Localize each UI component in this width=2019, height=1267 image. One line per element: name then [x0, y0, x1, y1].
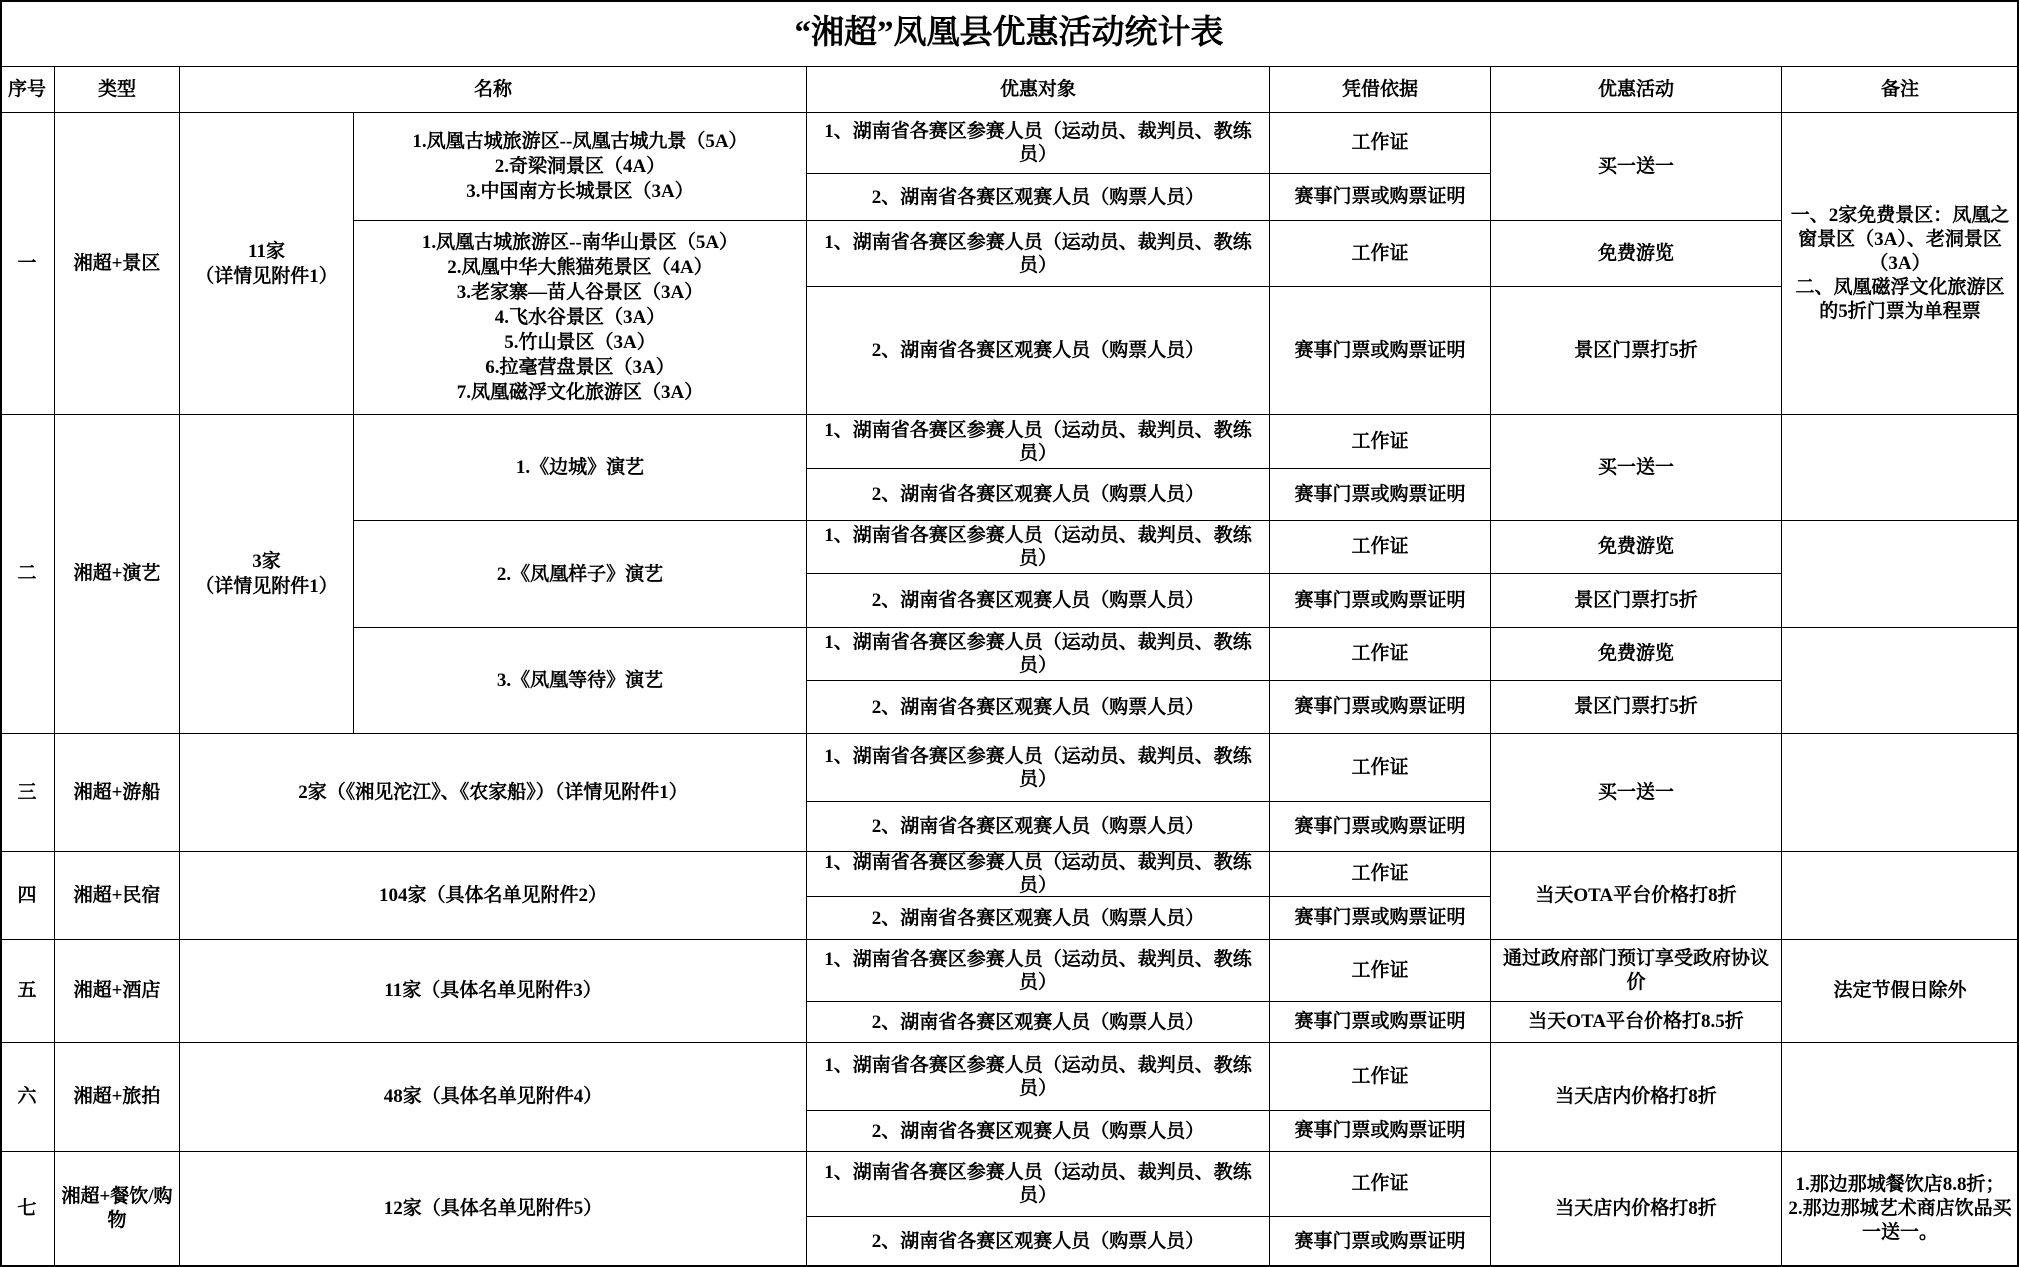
page-title: “湘超”凤凰县优惠活动统计表 [0, 0, 2019, 67]
row-5-type: 湘超+酒店 [55, 940, 180, 1043]
row-1-basis-2: 赛事门票或购票证明 [1270, 174, 1491, 221]
name-line: 2.凤凰中华大熊猫苑景区（4A） [447, 257, 713, 278]
name-line: 2.奇梁洞景区（4A） [494, 156, 666, 177]
remark-line: 二、凤凰磁浮文化旅游区的5折门票为单程票 [1795, 276, 2005, 322]
row-2-offer-2: 免费游览 [1491, 521, 1782, 574]
row-6-target-1: 1、湖南省各赛区参赛人员（运动员、裁判员、教练员） [807, 1043, 1270, 1111]
row-2-basis-4: 赛事门票或购票证明 [1270, 574, 1491, 628]
row-7-basis-2: 赛事门票或购票证明 [1270, 1217, 1491, 1267]
count-line: （详情见附件1） [195, 576, 338, 597]
row-5-offer-2: 当天OTA平台价格打8.5折 [1491, 1002, 1782, 1043]
row-2-basis-5: 工作证 [1270, 628, 1491, 681]
row-2-count [180, 415, 354, 734]
row-2-target-5: 1、湖南省各赛区参赛人员（运动员、裁判员、教练员） [807, 628, 1270, 681]
row-2-target-4: 2、湖南省各赛区观赛人员（购票人员） [807, 574, 1270, 628]
header-index: 序号 [0, 67, 55, 113]
remark-line: 1.那边那城餐饮店8.8折； [1795, 1174, 2005, 1195]
row-5-basis-2: 赛事门票或购票证明 [1270, 1002, 1491, 1043]
row-2-basis-1: 工作证 [1270, 415, 1491, 469]
row-5-name: 11家（具体名单见附件3） [180, 940, 807, 1043]
row-4-target-1: 1、湖南省各赛区参赛人员（运动员、裁判员、教练员） [807, 852, 1270, 897]
row-2-basis-6: 赛事门票或购票证明 [1270, 681, 1491, 734]
row-1-offer-1: 买一送一 [1491, 113, 1782, 221]
row-1-name-group-1 [354, 113, 807, 221]
row-2-basis-3: 工作证 [1270, 521, 1491, 574]
header-remark: 备注 [1782, 67, 2019, 113]
row-4-target-2: 2、湖南省各赛区观赛人员（购票人员） [807, 897, 1270, 940]
row-6-type: 湘超+旅拍 [55, 1043, 180, 1152]
row-5-index: 五 [0, 940, 55, 1043]
row-1-count [180, 113, 354, 415]
row-2-target-3: 1、湖南省各赛区参赛人员（运动员、裁判员、教练员） [807, 521, 1270, 574]
row-1-target-4: 2、湖南省各赛区观赛人员（购票人员） [807, 287, 1270, 415]
remark-line: 一、2家免费景区：凤凰之窗景区（3A）、老洞景区（3A） [1790, 204, 2010, 274]
row-3-remark [1782, 734, 2019, 852]
row-2-remark-3 [1782, 628, 2019, 734]
row-2-name-group-2 [354, 521, 807, 628]
header-basis: 凭借依据 [1270, 67, 1491, 113]
header-type: 类型 [55, 67, 180, 113]
row-1-basis-3: 工作证 [1270, 221, 1491, 287]
row-5-target-2: 2、湖南省各赛区观赛人员（购票人员） [807, 1002, 1270, 1043]
row-7-type: 湘超+餐饮/购物 [55, 1152, 180, 1267]
row-1-name-group-2 [354, 221, 807, 415]
row-1-offer-2: 免费游览 [1491, 221, 1782, 287]
name-line: 1.《边城》演艺 [515, 457, 645, 478]
row-3-target-1: 1、湖南省各赛区参赛人员（运动员、裁判员、教练员） [807, 734, 1270, 802]
row-1-target-1: 1、湖南省各赛区参赛人员（运动员、裁判员、教练员） [807, 113, 1270, 174]
row-2-offer-5: 景区门票打5折 [1491, 681, 1782, 734]
row-5-remark [1782, 940, 2019, 1043]
row-6-target-2: 2、湖南省各赛区观赛人员（购票人员） [807, 1111, 1270, 1152]
row-2-target-2: 2、湖南省各赛区观赛人员（购票人员） [807, 469, 1270, 521]
name-line: 3.老家寨—苗人谷景区（3A） [456, 282, 704, 303]
row-1-offer-3: 景区门票打5折 [1491, 287, 1782, 415]
name-line: 1.凤凰古城旅游区--凤凰古城九景（5A） [412, 131, 748, 152]
count-line: （详情见附件1） [195, 265, 338, 287]
row-6-name: 48家（具体名单见附件4） [180, 1043, 807, 1152]
row-2-offer-1: 买一送一 [1491, 415, 1782, 521]
row-3-offer: 买一送一 [1491, 734, 1782, 852]
row-7-target-2: 2、湖南省各赛区观赛人员（购票人员） [807, 1217, 1270, 1267]
row-2-remark-2 [1782, 521, 2019, 628]
row-4-name: 104家（具体名单见附件2） [180, 852, 807, 940]
row-7-remark [1782, 1152, 2019, 1267]
name-line: 3.《凤凰等待》演艺 [496, 670, 664, 691]
row-4-offer: 当天OTA平台价格打8折 [1491, 852, 1782, 940]
row-2-index: 二 [0, 415, 55, 734]
name-line: 6.拉毫营盘景区（3A） [485, 357, 675, 378]
row-5-offer-1: 通过政府部门预订享受政府协议价 [1491, 940, 1782, 1002]
row-3-basis-1: 工作证 [1270, 734, 1491, 802]
row-1-target-3: 1、湖南省各赛区参赛人员（运动员、裁判员、教练员） [807, 221, 1270, 287]
row-4-basis-2: 赛事门票或购票证明 [1270, 897, 1491, 940]
name-line: 5.竹山景区（3A） [504, 332, 656, 353]
name-line: 3.中国南方长城景区（3A） [466, 181, 694, 202]
row-3-target-2: 2、湖南省各赛区观赛人员（购票人员） [807, 802, 1270, 852]
row-6-remark [1782, 1043, 2019, 1152]
name-line: 7.凤凰磁浮文化旅游区（3A） [456, 382, 704, 403]
row-3-name: 2家（《湘见沱江》、《农家船》）（详情见附件1） [180, 734, 807, 852]
row-1-index: 一 [0, 113, 55, 415]
row-1-type: 湘超+景区 [55, 113, 180, 415]
remark-line: 法定节假日除外 [1833, 980, 1967, 1001]
row-6-index: 六 [0, 1043, 55, 1152]
row-2-target-6: 2、湖南省各赛区观赛人员（购票人员） [807, 681, 1270, 734]
row-1-target-2: 2、湖南省各赛区观赛人员（购票人员） [807, 174, 1270, 221]
row-2-type: 湘超+演艺 [55, 415, 180, 734]
row-4-remark [1782, 852, 2019, 940]
name-line: 1.凤凰古城旅游区--南华山景区（5A） [421, 232, 739, 253]
row-4-index: 四 [0, 852, 55, 940]
count-line: 3家 [252, 551, 281, 572]
header-offer: 优惠活动 [1491, 67, 1782, 113]
row-5-basis-1: 工作证 [1270, 940, 1491, 1002]
row-4-basis-1: 工作证 [1270, 852, 1491, 897]
row-3-basis-2: 赛事门票或购票证明 [1270, 802, 1491, 852]
row-4-type: 湘超+民宿 [55, 852, 180, 940]
row-6-basis-1: 工作证 [1270, 1043, 1491, 1111]
row-7-target-1: 1、湖南省各赛区参赛人员（运动员、裁判员、教练员） [807, 1152, 1270, 1217]
remark-line: 2.那边那城艺术商店饮品买一送一。 [1788, 1198, 2012, 1243]
row-2-name-group-1 [354, 415, 807, 521]
name-line: 4.飞水谷景区（3A） [494, 307, 666, 328]
count-line: 11家 [248, 240, 285, 262]
header-target: 优惠对象 [807, 67, 1270, 113]
row-3-index: 三 [0, 734, 55, 852]
row-6-basis-2: 赛事门票或购票证明 [1270, 1111, 1491, 1152]
row-1-basis-1: 工作证 [1270, 113, 1491, 174]
row-3-type: 湘超+游船 [55, 734, 180, 852]
row-7-basis-1: 工作证 [1270, 1152, 1491, 1217]
row-2-name-group-3 [354, 628, 807, 734]
row-2-offer-3: 景区门票打5折 [1491, 574, 1782, 628]
name-line: 2.《凤凰样子》演艺 [496, 563, 664, 585]
row-2-target-1: 1、湖南省各赛区参赛人员（运动员、裁判员、教练员） [807, 415, 1270, 469]
row-6-offer: 当天店内价格打8折 [1491, 1043, 1782, 1152]
row-7-index: 七 [0, 1152, 55, 1267]
row-1-basis-4: 赛事门票或购票证明 [1270, 287, 1491, 415]
header-name: 名称 [180, 67, 807, 113]
row-2-basis-2: 赛事门票或购票证明 [1270, 469, 1491, 521]
row-7-offer: 当天店内价格打8折 [1491, 1152, 1782, 1267]
row-7-name: 12家（具体名单见附件5） [180, 1152, 807, 1267]
row-2-remark-1 [1782, 415, 2019, 521]
row-5-target-1: 1、湖南省各赛区参赛人员（运动员、裁判员、教练员） [807, 940, 1270, 1002]
row-2-offer-4: 免费游览 [1491, 628, 1782, 681]
row-1-remark [1782, 113, 2019, 415]
